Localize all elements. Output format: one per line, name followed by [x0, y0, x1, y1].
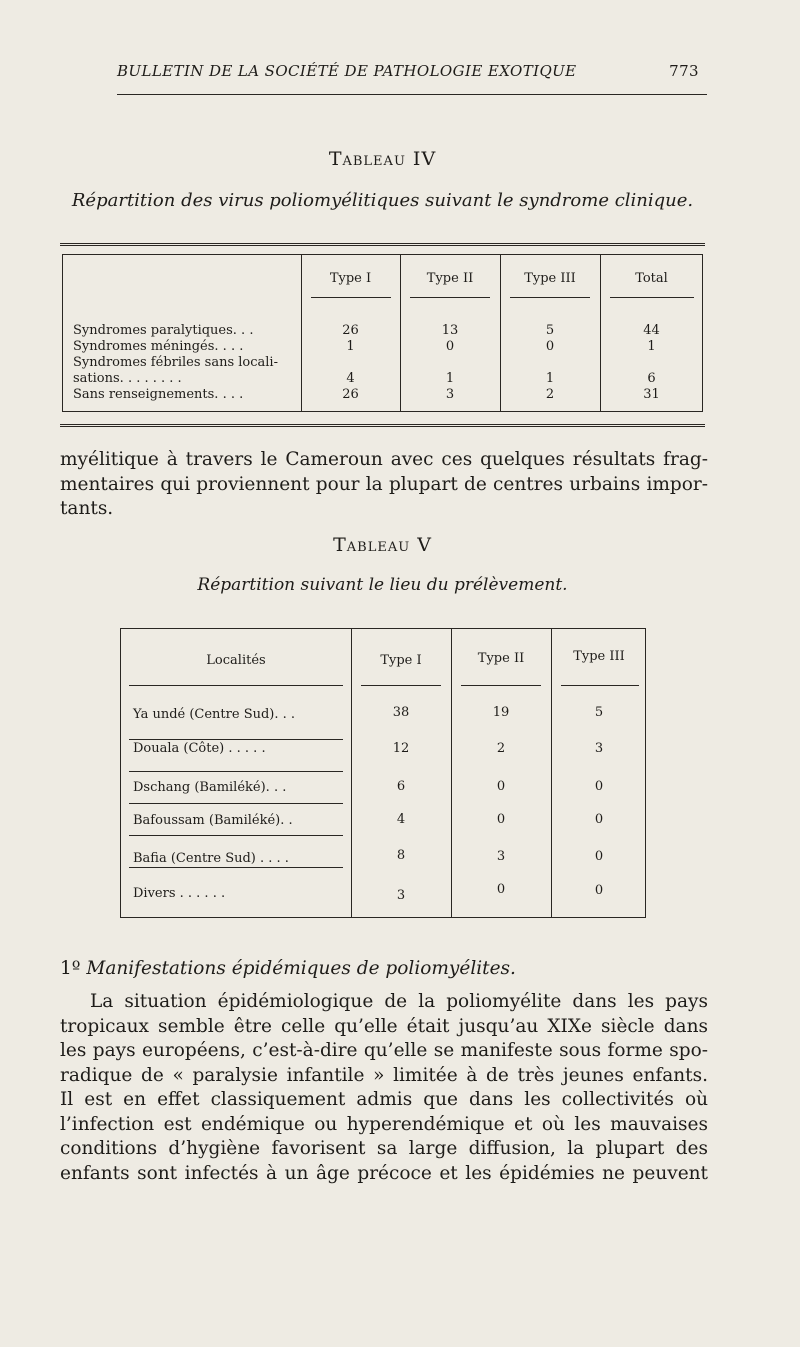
table4-header-rule	[410, 297, 490, 298]
table5-subtitle: Répartition suivant le lieu du prélèvement.	[197, 575, 568, 595]
table4-cell: 26	[342, 323, 359, 338]
table5-cell: 3	[594, 741, 604, 756]
table5-header-type1: Type I	[380, 653, 422, 668]
table4-row-label: Syndromes paralytiques. . .	[73, 323, 254, 338]
table5-cell: 0	[594, 849, 604, 864]
table5-col-divider	[451, 629, 452, 917]
table5-cell: 0	[496, 812, 506, 827]
table5-header-rule	[461, 685, 541, 686]
table4-frame	[62, 254, 703, 412]
table5-cell: 0	[594, 812, 604, 827]
table4-cell: 1	[445, 371, 455, 386]
table4-cell: 26	[342, 387, 359, 402]
table4-header-rule	[510, 297, 590, 298]
table5-cell: 0	[594, 779, 604, 794]
table5-cell: 3	[396, 888, 406, 903]
table5-row-label: Divers . . . . . .	[133, 886, 226, 901]
section-title: Manifestations épidémiques de poliomyélites.	[86, 958, 516, 979]
table5-row-label: Dschang (Bamiléké). . .	[133, 780, 287, 795]
table5-title: Tableau V	[333, 534, 432, 556]
text-line: tropicaux semble être celle qu’elle était jusqu’au XIXe siècle dans	[60, 1015, 708, 1037]
table5-header-rule	[561, 685, 639, 686]
table5-header-rule	[129, 685, 343, 686]
table5-cell: 19	[492, 705, 510, 720]
table5-cell: 3	[496, 849, 506, 864]
table4-subtitle: Répartition des virus poliomyélitiques suivant le syndrome clinique.	[71, 190, 694, 211]
table4-cell: 1	[647, 339, 656, 354]
table4-cell: 5	[545, 323, 555, 338]
table5-row-rule	[129, 867, 343, 868]
table5-row-label: Douala (Côte) . . . . .	[133, 741, 266, 756]
table5-header-type3: Type III	[573, 649, 625, 664]
table4	[60, 243, 705, 427]
table4-cell: 0	[545, 339, 555, 354]
table4-row-label: Sans renseignements. . . .	[73, 387, 244, 402]
table5-row-label: Bafia (Centre Sud) . . . .	[133, 851, 289, 866]
table4-cell: 2	[545, 387, 555, 402]
table5-cell: 0	[496, 882, 506, 897]
table4-header-rule	[311, 297, 391, 298]
table5-row-rule	[129, 739, 343, 740]
table4-header-rule	[610, 297, 694, 298]
text-line: myélitique à travers le Cameroun avec ces quelques résultats frag-	[60, 449, 708, 470]
table4-title: Tableau IV	[328, 148, 437, 170]
table5	[120, 628, 646, 918]
text-line: Il est en effet classiquement admis que dans les collectivités où	[60, 1089, 708, 1110]
table4-cell: 13	[441, 323, 459, 338]
running-head	[117, 62, 707, 86]
table4-header-type2: Type II	[426, 271, 474, 286]
text-line: enfants sont infectés à un âge précoce et les épidémies ne peuvent	[60, 1162, 708, 1184]
table5-cell: 6	[396, 779, 406, 794]
table5-row-label: Bafoussam (Bamiléké). .	[133, 813, 293, 828]
table5-row-label: Ya undé (Centre Sud). . .	[133, 707, 296, 722]
table4-cell: 6	[647, 371, 656, 386]
table5-cell: 0	[594, 883, 604, 898]
table5-col-divider	[551, 629, 552, 917]
paragraph-continuation	[60, 448, 708, 522]
table4-cell: 44	[643, 323, 660, 338]
table5-cell: 4	[396, 812, 406, 827]
table4-header-type1: Type I	[329, 271, 372, 286]
text-line: La situation épidémiologique de la poliomyélite dans les pays	[90, 991, 708, 1012]
table4-cell: 31	[643, 387, 660, 402]
table5-row-rule	[129, 771, 343, 772]
table4-header-total: Total	[635, 271, 668, 286]
table4-row-label-cont: sations. . . . . . . .	[73, 371, 182, 386]
table4-cell: 1	[545, 371, 555, 386]
text-line: les pays européens, c’est-à-dire qu’elle se manifeste sous forme spo-	[60, 1040, 708, 1061]
table5-row-rule	[129, 803, 343, 804]
text-line: tants.	[60, 498, 114, 519]
page-number: 773	[669, 62, 699, 80]
table5-header-rule	[361, 685, 441, 686]
text-line: mentaires qui proviennent pour la plupart de centres urbains impor-	[60, 473, 708, 495]
paragraph-body	[60, 990, 708, 1186]
table5-cell: 12	[392, 741, 410, 756]
table5-cell: 8	[396, 848, 406, 863]
text-line: radique de « paralysie infantile » limitée à de très jeunes enfants.	[60, 1064, 708, 1086]
table4-row-label: Syndromes fébriles sans locali-	[73, 355, 278, 370]
table4-header-type3: Type III	[524, 271, 576, 286]
table5-col-divider	[351, 629, 352, 917]
table5-header-localites: Localités	[206, 653, 266, 668]
table4-cell: 0	[445, 339, 455, 354]
table5-cell: 2	[496, 741, 506, 756]
table4-cell: 1	[346, 339, 355, 354]
table5-row-rule	[129, 835, 343, 836]
section-heading	[60, 958, 516, 979]
journal-title: BULLETIN DE LA SOCIÉTÉ DE PATHOLOGIE EXOTIQUE	[117, 62, 577, 80]
text-line: l’infection est endémique ou hyperendémique et où les mauvaises	[60, 1113, 708, 1135]
text-line: conditions d’hygiène favorisent sa large diffusion, la plupart des	[60, 1138, 708, 1159]
table4-cell: 4	[346, 371, 355, 386]
section-number: 1º	[60, 958, 81, 979]
table5-cell: 38	[392, 705, 410, 720]
header-rule	[117, 94, 707, 95]
table4-cell: 3	[445, 387, 455, 402]
table5-cell: 5	[594, 705, 604, 720]
table5-header-type2: Type II	[477, 651, 525, 666]
table5-cell: 0	[496, 779, 506, 794]
table4-row-label: Syndromes méningés. . . .	[73, 339, 244, 354]
